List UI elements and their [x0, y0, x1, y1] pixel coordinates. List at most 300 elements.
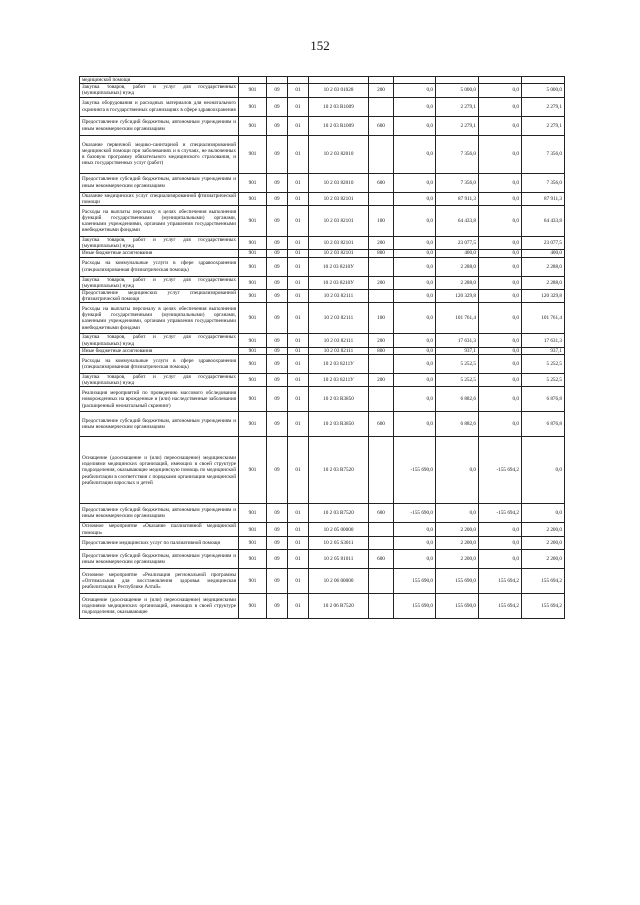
amount-change-2-cell: 0,0 [479, 374, 522, 387]
subsection-code-cell: 01 [288, 237, 309, 250]
section-code-cell: 09 [267, 387, 288, 412]
subsection-code-cell: 01 [288, 84, 309, 97]
amount-change-1-cell: -155 690,0 [394, 504, 436, 523]
amount-change-2-cell: 0,0 [479, 523, 522, 536]
subsection-code-cell: 01 [288, 257, 309, 276]
amount-2-cell: 64 433,8 [522, 206, 565, 237]
amount-change-1-cell: 0,0 [394, 334, 436, 347]
amount-1-cell: 6 882,6 [436, 387, 479, 412]
section-code-cell: 09 [267, 347, 288, 354]
subsection-code-cell: 01 [288, 290, 309, 303]
row-name-cell: Закупка товаров, работ и услуг для государственных (муниципальных) нужд [80, 237, 239, 250]
target-article-cell: 10 2 06 00000 [309, 568, 369, 593]
amount-1-cell: 7 356,0 [436, 173, 479, 192]
amount-change-1-cell: 0,0 [394, 355, 436, 374]
target-article-cell: 10 2 06 R7520 [309, 593, 369, 618]
row-name-cell: Оказание медицинских услуг специализированной фтизиатрической помощи [80, 192, 239, 205]
table-row [80, 549, 565, 568]
amount-change-1-cell: 0,0 [394, 303, 436, 334]
target-article-cell: 10 2 05 S3011 [309, 536, 369, 549]
amount-change-2-cell: 155 694,2 [479, 593, 522, 618]
row-name-cell: Иные бюджетные ассигнования [80, 347, 239, 354]
section-code-cell: 09 [267, 257, 288, 276]
amount-2-cell: 2 279,1 [522, 116, 565, 135]
amount-change-1-cell: 0,0 [394, 387, 436, 412]
section-code-cell: 09 [267, 504, 288, 523]
amount-change-1-cell: -155 690,0 [394, 437, 436, 504]
row-name-cell: Предоставление субсидий бюджетным, автономным учреждениям и иным некоммерческим организациям [80, 412, 239, 437]
amount-change-2-cell: 0,0 [479, 237, 522, 250]
ministry-code-cell: 901 [239, 387, 267, 412]
row-name-cell: Основное мероприятие «Реализация региональной программы «Оптимальная для восстановления здоровья медицинская реабилитация в Республике Алтай» [80, 568, 239, 593]
expense-type-cell: 600 [369, 504, 394, 523]
amount-change-2-cell: 0,0 [479, 334, 522, 347]
row-name-cell: Оказание первичной медико-санитарной и специализированной медицинской помощи при заболеваниях и в случаях, не включенных в базовую программу обязательного медицинского страхования, и иных государственных услуг (работ) [80, 135, 239, 173]
target-article-cell: 10 2 05 00000 [309, 523, 369, 536]
expense-type-cell: 200 [369, 276, 394, 289]
ministry-code-cell: 901 [239, 536, 267, 549]
section-code-cell: 09 [267, 374, 288, 387]
table-row [80, 437, 565, 504]
table-row [80, 412, 565, 437]
amount-1-cell: 5 252,5 [436, 355, 479, 374]
amount-2-cell: 120 329,8 [522, 290, 565, 303]
row-name-cell: Закупка товаров, работ и услуг для государственных (муниципальных) нужд [80, 84, 239, 97]
ministry-code-cell: 901 [239, 568, 267, 593]
row-name-cell: Закупка товаров, работ и услуг для государственных (муниципальных) нужд [80, 374, 239, 387]
expense-type-cell: 100 [369, 206, 394, 237]
expense-type-cell [369, 77, 394, 84]
section-code-cell: 09 [267, 355, 288, 374]
expense-type-cell: 200 [369, 84, 394, 97]
subsection-code-cell [288, 77, 309, 84]
amount-2-cell: 2 279,1 [522, 97, 565, 116]
amount-change-2-cell: 0,0 [479, 250, 522, 257]
table-row [80, 593, 565, 618]
subsection-code-cell: 01 [288, 593, 309, 618]
ministry-code-cell: 901 [239, 347, 267, 354]
expense-type-cell [369, 257, 394, 276]
row-name-cell: Расходы на коммунальные услуги в сфере здравоохранения (специализированная фтизиатрическая помощь) [80, 355, 239, 374]
row-name-cell: Предоставление субсидий бюджетным, автономным учреждениям и иным некоммерческим организациям [80, 173, 239, 192]
target-article-cell: 10 2 05 81011 [309, 549, 369, 568]
expense-type-cell: 200 [369, 374, 394, 387]
expense-type-cell: 600 [369, 412, 394, 437]
amount-1-cell: 937,1 [436, 347, 479, 354]
expense-type-cell: 600 [369, 116, 394, 135]
amount-2-cell: 23 077,5 [522, 237, 565, 250]
ministry-code-cell: 901 [239, 412, 267, 437]
table-row [80, 504, 565, 523]
section-code-cell: 09 [267, 412, 288, 437]
amount-1-cell: 17 631,3 [436, 334, 479, 347]
amount-change-1-cell: 0,0 [394, 536, 436, 549]
amount-change-2-cell: 0,0 [479, 276, 522, 289]
expense-type-cell: 600 [369, 549, 394, 568]
section-code-cell: 09 [267, 135, 288, 173]
table-row [80, 355, 565, 374]
amount-change-2-cell: 0,0 [479, 412, 522, 437]
target-article-cell: 10 2 03 82101 [309, 237, 369, 250]
subsection-code-cell: 01 [288, 192, 309, 205]
section-code-cell: 09 [267, 250, 288, 257]
table-row [80, 135, 565, 173]
amount-change-1-cell: 155 690,0 [394, 568, 436, 593]
row-name-cell: Предоставление субсидий бюджетным, автономным учреждениям и иным некоммерческим организациям [80, 116, 239, 135]
row-name-cell: Оснащение (дооснащение и (или) переоснащение) медицинскими изделиями медицинских организаций, имеющих в своей структуре подразделения, оказывающие медицинскую помощь по медицинской реабилитации в соответствии с порядками организации медицинской реабилитации взрослых и детей [80, 437, 239, 504]
amount-2-cell: 400,0 [522, 250, 565, 257]
expense-type-cell [369, 568, 394, 593]
amount-2-cell: 5 252,5 [522, 374, 565, 387]
amount-change-1-cell: 0,0 [394, 237, 436, 250]
amount-change-2-cell: 0,0 [479, 116, 522, 135]
amount-change-2-cell: 0,0 [479, 387, 522, 412]
target-article-cell: 10 2 03 8211У [309, 355, 369, 374]
target-article-cell [309, 77, 369, 84]
expense-type-cell: 800 [369, 347, 394, 354]
subsection-code-cell: 01 [288, 135, 309, 173]
target-article-cell: 10 2 03 82101 [309, 192, 369, 205]
amount-1-cell: 5 252,5 [436, 374, 479, 387]
subsection-code-cell: 01 [288, 374, 309, 387]
target-article-cell: 10 2 03 R7520 [309, 504, 369, 523]
amount-1-cell: 101 761,4 [436, 303, 479, 334]
amount-2-cell: 2 288,0 [522, 257, 565, 276]
target-article-cell: 10 2 03 82111 [309, 303, 369, 334]
row-name-cell: Закупка оборудования и расходных материалов для неонатального скрининга в государственных организациях в сфере здравоохранения [80, 97, 239, 116]
subsection-code-cell: 01 [288, 173, 309, 192]
amount-change-1-cell [394, 77, 436, 84]
table-row [80, 523, 565, 536]
amount-change-1-cell: 0,0 [394, 549, 436, 568]
ministry-code-cell: 901 [239, 237, 267, 250]
amount-1-cell: 2 200,0 [436, 536, 479, 549]
row-name-cell: Расходы на выплаты персоналу в целях обеспечения выполнения функций государственными (муниципальными) органами, казенными учреждениями, органами управления государственными внебюджетными фондами [80, 303, 239, 334]
amount-change-1-cell: 0,0 [394, 173, 436, 192]
amount-2-cell: 101 761,4 [522, 303, 565, 334]
amount-change-1-cell: 0,0 [394, 84, 436, 97]
amount-change-1-cell: 0,0 [394, 97, 436, 116]
expense-type-cell: 200 [369, 334, 394, 347]
ministry-code-cell: 901 [239, 173, 267, 192]
section-code-cell: 09 [267, 303, 288, 334]
page-number: 152 [310, 38, 330, 53]
section-code-cell: 09 [267, 116, 288, 135]
subsection-code-cell: 01 [288, 355, 309, 374]
amount-2-cell: 5 252,5 [522, 355, 565, 374]
expense-type-cell: 200 [369, 237, 394, 250]
expense-type-cell [369, 192, 394, 205]
amount-2-cell: 2 200,0 [522, 523, 565, 536]
amount-1-cell: 64 433,8 [436, 206, 479, 237]
ministry-code-cell: 901 [239, 97, 267, 116]
amount-change-2-cell: 0,0 [479, 206, 522, 237]
amount-change-2-cell: 0,0 [479, 97, 522, 116]
amount-2-cell: 87 911,3 [522, 192, 565, 205]
row-name-cell: Предоставление субсидий бюджетным, автономным учреждениям и иным некоммерческим организациям [80, 504, 239, 523]
ministry-code-cell: 901 [239, 290, 267, 303]
subsection-code-cell: 01 [288, 412, 309, 437]
table-row [80, 276, 565, 289]
amount-change-2-cell: 0,0 [479, 135, 522, 173]
expense-type-cell [369, 593, 394, 618]
amount-2-cell: 0,0 [522, 504, 565, 523]
target-article-cell: 10 2 03 8210У [309, 276, 369, 289]
section-code-cell: 09 [267, 290, 288, 303]
section-code-cell: 09 [267, 84, 288, 97]
row-name-cell: Закупка товаров, работ и услуг для государственных (муниципальных) нужд [80, 334, 239, 347]
amount-1-cell: 7 356,0 [436, 135, 479, 173]
amount-2-cell: 2 200,0 [522, 549, 565, 568]
amount-1-cell: 6 882,6 [436, 412, 479, 437]
amount-change-2-cell: -155 694,2 [479, 504, 522, 523]
amount-1-cell: 87 911,3 [436, 192, 479, 205]
amount-2-cell: 5 000,0 [522, 84, 565, 97]
ministry-code-cell: 901 [239, 523, 267, 536]
row-name-cell: Предоставление медицинских услуг по паллиативной помощи [80, 536, 239, 549]
amount-change-2-cell: 0,0 [479, 347, 522, 354]
amount-1-cell: 155 690,0 [436, 568, 479, 593]
amount-change-1-cell: 155 690,0 [394, 593, 436, 618]
table-row [80, 374, 565, 387]
section-code-cell: 09 [267, 192, 288, 205]
target-article-cell: 10 2 03 R7520 [309, 437, 369, 504]
expense-type-cell [369, 387, 394, 412]
section-code-cell: 09 [267, 593, 288, 618]
target-article-cell: 10 2 03 8211У [309, 374, 369, 387]
amount-1-cell: 155 690,0 [436, 593, 479, 618]
expense-type-cell [369, 523, 394, 536]
ministry-code-cell: 901 [239, 192, 267, 205]
amount-1-cell: 5 000,0 [436, 84, 479, 97]
amount-1-cell: 0,0 [436, 504, 479, 523]
amount-change-1-cell: 0,0 [394, 374, 436, 387]
target-article-cell: 10 2 03 82010 [309, 135, 369, 173]
section-code-cell: 09 [267, 237, 288, 250]
amount-change-2-cell [479, 77, 522, 84]
row-name-cell: Предоставление субсидий бюджетным, автономным учреждениям и иным некоммерческим организациям [80, 549, 239, 568]
subsection-code-cell: 01 [288, 116, 309, 135]
table-row [80, 250, 565, 257]
section-code-cell: 09 [267, 523, 288, 536]
subsection-code-cell: 01 [288, 276, 309, 289]
table-row [80, 116, 565, 135]
expense-type-cell [369, 536, 394, 549]
amount-1-cell: 23 077,5 [436, 237, 479, 250]
amount-1-cell: 400,0 [436, 250, 479, 257]
subsection-code-cell: 01 [288, 303, 309, 334]
section-code-cell: 09 [267, 334, 288, 347]
table-row [80, 387, 565, 412]
amount-change-1-cell: 0,0 [394, 116, 436, 135]
table-row [80, 192, 565, 205]
amount-change-1-cell: 0,0 [394, 250, 436, 257]
amount-2-cell: 0,0 [522, 437, 565, 504]
target-article-cell: 10 2 03 82101 [309, 206, 369, 237]
expense-type-cell [369, 290, 394, 303]
amount-change-1-cell: 0,0 [394, 276, 436, 289]
row-name-cell: Реализация мероприятий по проведению массового обследования новорожденных на врожденные и (или) наследственные заболевания (расширенный неонатальный скрининг) [80, 387, 239, 412]
expense-type-cell [369, 97, 394, 116]
target-article-cell: 10 2 03 82111 [309, 290, 369, 303]
amount-2-cell: 17 631,3 [522, 334, 565, 347]
amount-2-cell: 2 200,0 [522, 536, 565, 549]
table-row [80, 347, 565, 354]
amount-2-cell: 7 356,0 [522, 135, 565, 173]
ministry-code-cell: 901 [239, 206, 267, 237]
section-code-cell: 09 [267, 276, 288, 289]
amount-1-cell: 0,0 [436, 437, 479, 504]
subsection-code-cell: 01 [288, 568, 309, 593]
table-row [80, 536, 565, 549]
subsection-code-cell: 01 [288, 437, 309, 504]
table-row [80, 568, 565, 593]
amount-change-2-cell: 0,0 [479, 192, 522, 205]
row-name-cell: Расходы на выплаты персоналу в целях обеспечения выполнения функций государственными (муниципальными) органами, казенными учреждениями, органами управления государственными внебюджетными фондами [80, 206, 239, 237]
table-row [80, 206, 565, 237]
amount-change-2-cell: 0,0 [479, 536, 522, 549]
target-article-cell: 10 2 03 82010 [309, 173, 369, 192]
subsection-code-cell: 01 [288, 536, 309, 549]
subsection-code-cell: 01 [288, 97, 309, 116]
section-code-cell [267, 77, 288, 84]
amount-2-cell [522, 77, 565, 84]
ministry-code-cell: 901 [239, 334, 267, 347]
expense-type-cell [369, 135, 394, 173]
target-article-cell: 10 2 03 R3850 [309, 412, 369, 437]
expense-type-cell: 800 [369, 250, 394, 257]
subsection-code-cell: 01 [288, 549, 309, 568]
table-row [80, 97, 565, 116]
amount-change-1-cell: 0,0 [394, 135, 436, 173]
table-row [80, 84, 565, 97]
section-code-cell: 09 [267, 549, 288, 568]
ministry-code-cell: 901 [239, 84, 267, 97]
amount-change-1-cell: 0,0 [394, 412, 436, 437]
amount-1-cell: 2 200,0 [436, 523, 479, 536]
amount-2-cell: 155 694,2 [522, 568, 565, 593]
table-row [80, 290, 565, 303]
amount-2-cell: 937,1 [522, 347, 565, 354]
target-article-cell: 10 2 03 82111 [309, 334, 369, 347]
subsection-code-cell: 01 [288, 504, 309, 523]
ministry-code-cell: 901 [239, 250, 267, 257]
budget-table [79, 76, 565, 619]
amount-change-1-cell: 0,0 [394, 347, 436, 354]
row-name-cell: Основное мероприятие «Оказание паллиативной медицинской помощи» [80, 523, 239, 536]
table-row [80, 257, 565, 276]
amount-1-cell: 2 288,0 [436, 276, 479, 289]
row-name-cell: Расходы на коммунальные услуги в сфере здравоохранения (специализированная фтизиатрическая помощь) [80, 257, 239, 276]
section-code-cell: 09 [267, 97, 288, 116]
amount-1-cell: 2 279,1 [436, 97, 479, 116]
subsection-code-cell: 01 [288, 387, 309, 412]
expense-type-cell: 600 [369, 173, 394, 192]
amount-2-cell: 155 694,2 [522, 593, 565, 618]
amount-change-1-cell: 0,0 [394, 192, 436, 205]
amount-change-1-cell: 0,0 [394, 290, 436, 303]
ministry-code-cell: 901 [239, 303, 267, 334]
amount-change-2-cell: 0,0 [479, 355, 522, 374]
ministry-code-cell [239, 77, 267, 84]
ministry-code-cell: 901 [239, 276, 267, 289]
table-row [80, 303, 565, 334]
ministry-code-cell: 901 [239, 374, 267, 387]
amount-change-2-cell: 0,0 [479, 257, 522, 276]
amount-change-1-cell: 0,0 [394, 206, 436, 237]
amount-2-cell: 6 876,8 [522, 387, 565, 412]
amount-2-cell: 2 288,0 [522, 276, 565, 289]
section-code-cell: 09 [267, 173, 288, 192]
row-name-cell: Предоставление медицинских услуг специализированной фтизиатрической помощи [80, 290, 239, 303]
ministry-code-cell: 901 [239, 504, 267, 523]
subsection-code-cell: 01 [288, 206, 309, 237]
section-code-cell: 09 [267, 568, 288, 593]
amount-1-cell: 2 200,0 [436, 549, 479, 568]
expense-type-cell [369, 355, 394, 374]
target-article-cell: 10 2 03 01028 [309, 84, 369, 97]
target-article-cell: 10 2 03 R1009 [309, 97, 369, 116]
amount-2-cell: 6 876,8 [522, 412, 565, 437]
ministry-code-cell: 901 [239, 593, 267, 618]
subsection-code-cell: 01 [288, 347, 309, 354]
amount-change-2-cell: 155 694,2 [479, 568, 522, 593]
target-article-cell: 10 2 03 82111 [309, 347, 369, 354]
amount-1-cell: 2 279,1 [436, 116, 479, 135]
section-code-cell: 09 [267, 437, 288, 504]
subsection-code-cell: 01 [288, 250, 309, 257]
amount-1-cell [436, 77, 479, 84]
subsection-code-cell: 01 [288, 334, 309, 347]
subsection-code-cell: 01 [288, 523, 309, 536]
amount-2-cell: 7 356,0 [522, 173, 565, 192]
amount-change-2-cell: -155 694,2 [479, 437, 522, 504]
amount-change-2-cell: 0,0 [479, 549, 522, 568]
amount-1-cell: 120 329,8 [436, 290, 479, 303]
ministry-code-cell: 901 [239, 355, 267, 374]
amount-change-2-cell: 0,0 [479, 84, 522, 97]
table-body [80, 77, 565, 619]
section-code-cell: 09 [267, 206, 288, 237]
table-row [80, 237, 565, 250]
amount-change-1-cell: 0,0 [394, 257, 436, 276]
target-article-cell: 10 2 03 R3850 [309, 387, 369, 412]
ministry-code-cell: 901 [239, 257, 267, 276]
table-row [80, 334, 565, 347]
amount-change-2-cell: 0,0 [479, 303, 522, 334]
table-row [80, 77, 565, 84]
expense-type-cell [369, 437, 394, 504]
row-name-cell: Закупка товаров, работ и услуг для государственных (муниципальных) нужд [80, 276, 239, 289]
target-article-cell: 10 2 03 R1009 [309, 116, 369, 135]
target-article-cell: 10 2 03 8210У [309, 257, 369, 276]
section-code-cell: 09 [267, 536, 288, 549]
expense-type-cell: 100 [369, 303, 394, 334]
ministry-code-cell: 901 [239, 116, 267, 135]
amount-change-2-cell: 0,0 [479, 290, 522, 303]
amount-change-1-cell: 0,0 [394, 523, 436, 536]
row-name-cell: Оснащение (дооснащение и (или) переоснащение) медицинскими изделиями медицинских организаций, имеющих в своей структуре подразделения, оказывающие [80, 593, 239, 618]
ministry-code-cell: 901 [239, 549, 267, 568]
table-row [80, 173, 565, 192]
amount-1-cell: 2 288,0 [436, 257, 479, 276]
ministry-code-cell: 901 [239, 437, 267, 504]
row-name-cell: Иные бюджетные ассигнования [80, 250, 239, 257]
ministry-code-cell: 901 [239, 135, 267, 173]
amount-change-2-cell: 0,0 [479, 173, 522, 192]
row-name-cell: медицинской помощи [80, 77, 239, 84]
target-article-cell: 10 2 03 82101 [309, 250, 369, 257]
